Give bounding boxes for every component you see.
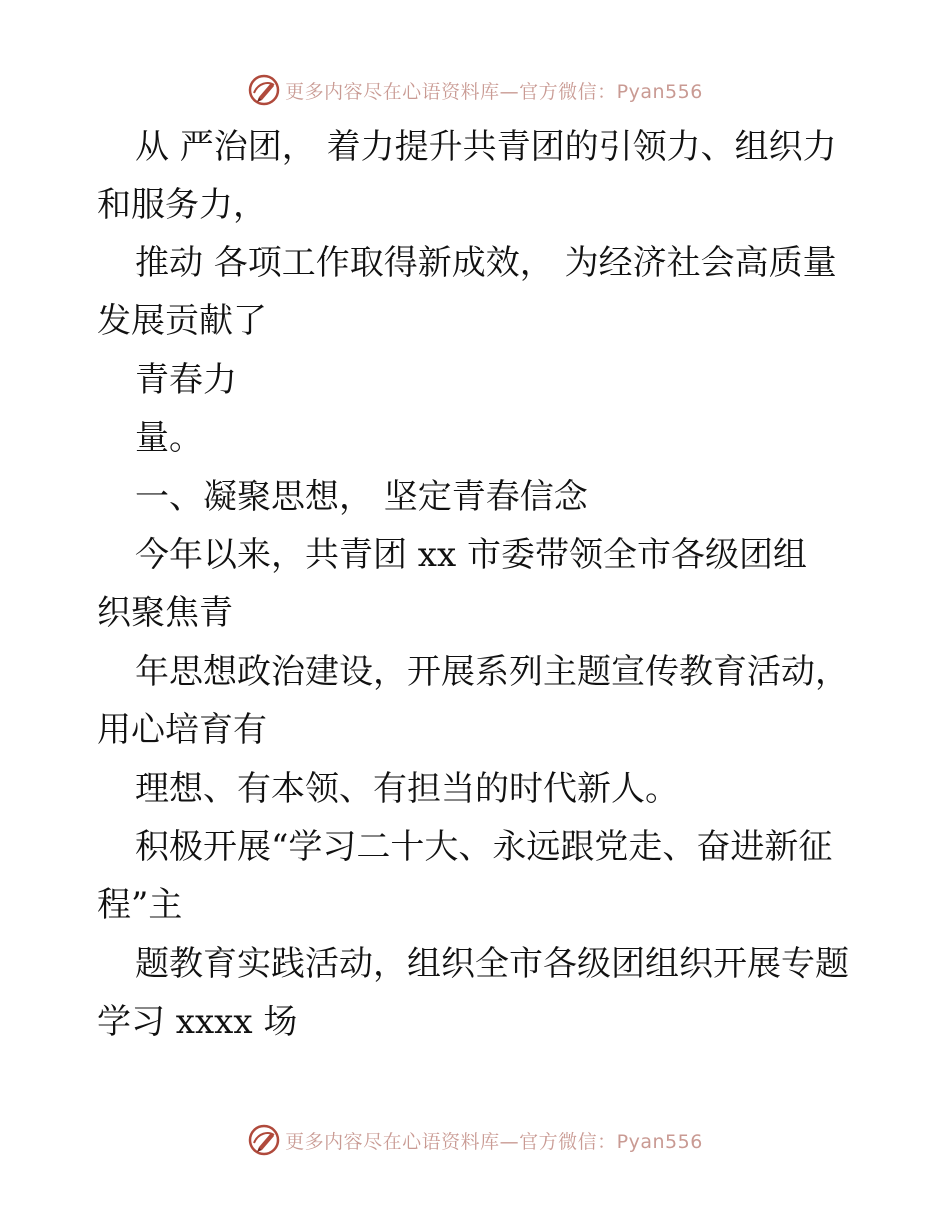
footer-watermark [0, 1120, 950, 1160]
watermark-text: 更多内容尽在心语资料库—官方微信：Pyan556 [285, 80, 703, 103]
paragraph-line: 青春力 [135, 360, 237, 400]
paragraph-line: 程”主 [97, 885, 183, 925]
paragraph-line: 积极开展“学习二十大、永远跟党走、奋进新征 [135, 827, 833, 867]
paragraph-line: 学习 xxxx 场 [97, 1002, 298, 1042]
paragraph-line: 量。 [135, 418, 203, 458]
paragraph-line: 题教育实践活动，组织全市各级团组织开展专题 [135, 944, 849, 984]
paragraph-line: 理想、有本领、有担当的时代新人。 [135, 769, 679, 809]
paragraph-line: 和服务力， [97, 185, 267, 225]
paragraph-line: 推动 各项工作取得新成效， 为经济社会高质量 [135, 243, 837, 283]
pen-logo-icon [247, 73, 281, 107]
paragraph-line: 从 严治团， 着力提升共青团的引领力、组织力 [135, 127, 837, 167]
paragraph-line: 今年以来，共青团 xx 市委带领全市各级团组 [135, 535, 807, 575]
header-watermark [0, 70, 950, 110]
pen-logo-icon [247, 1123, 281, 1157]
paragraph-line: 用心培育有 [97, 710, 267, 750]
paragraph-line: 年思想政治建设，开展系列主题宣传教育活动， [135, 652, 849, 692]
paragraph-line: 发展贡献了 [97, 301, 267, 341]
watermark-text: 更多内容尽在心语资料库—官方微信：Pyan556 [285, 1130, 703, 1153]
section-heading: 一、凝聚思想， 坚定青春信念 [135, 477, 588, 517]
paragraph-line: 织聚焦青 [97, 593, 233, 633]
